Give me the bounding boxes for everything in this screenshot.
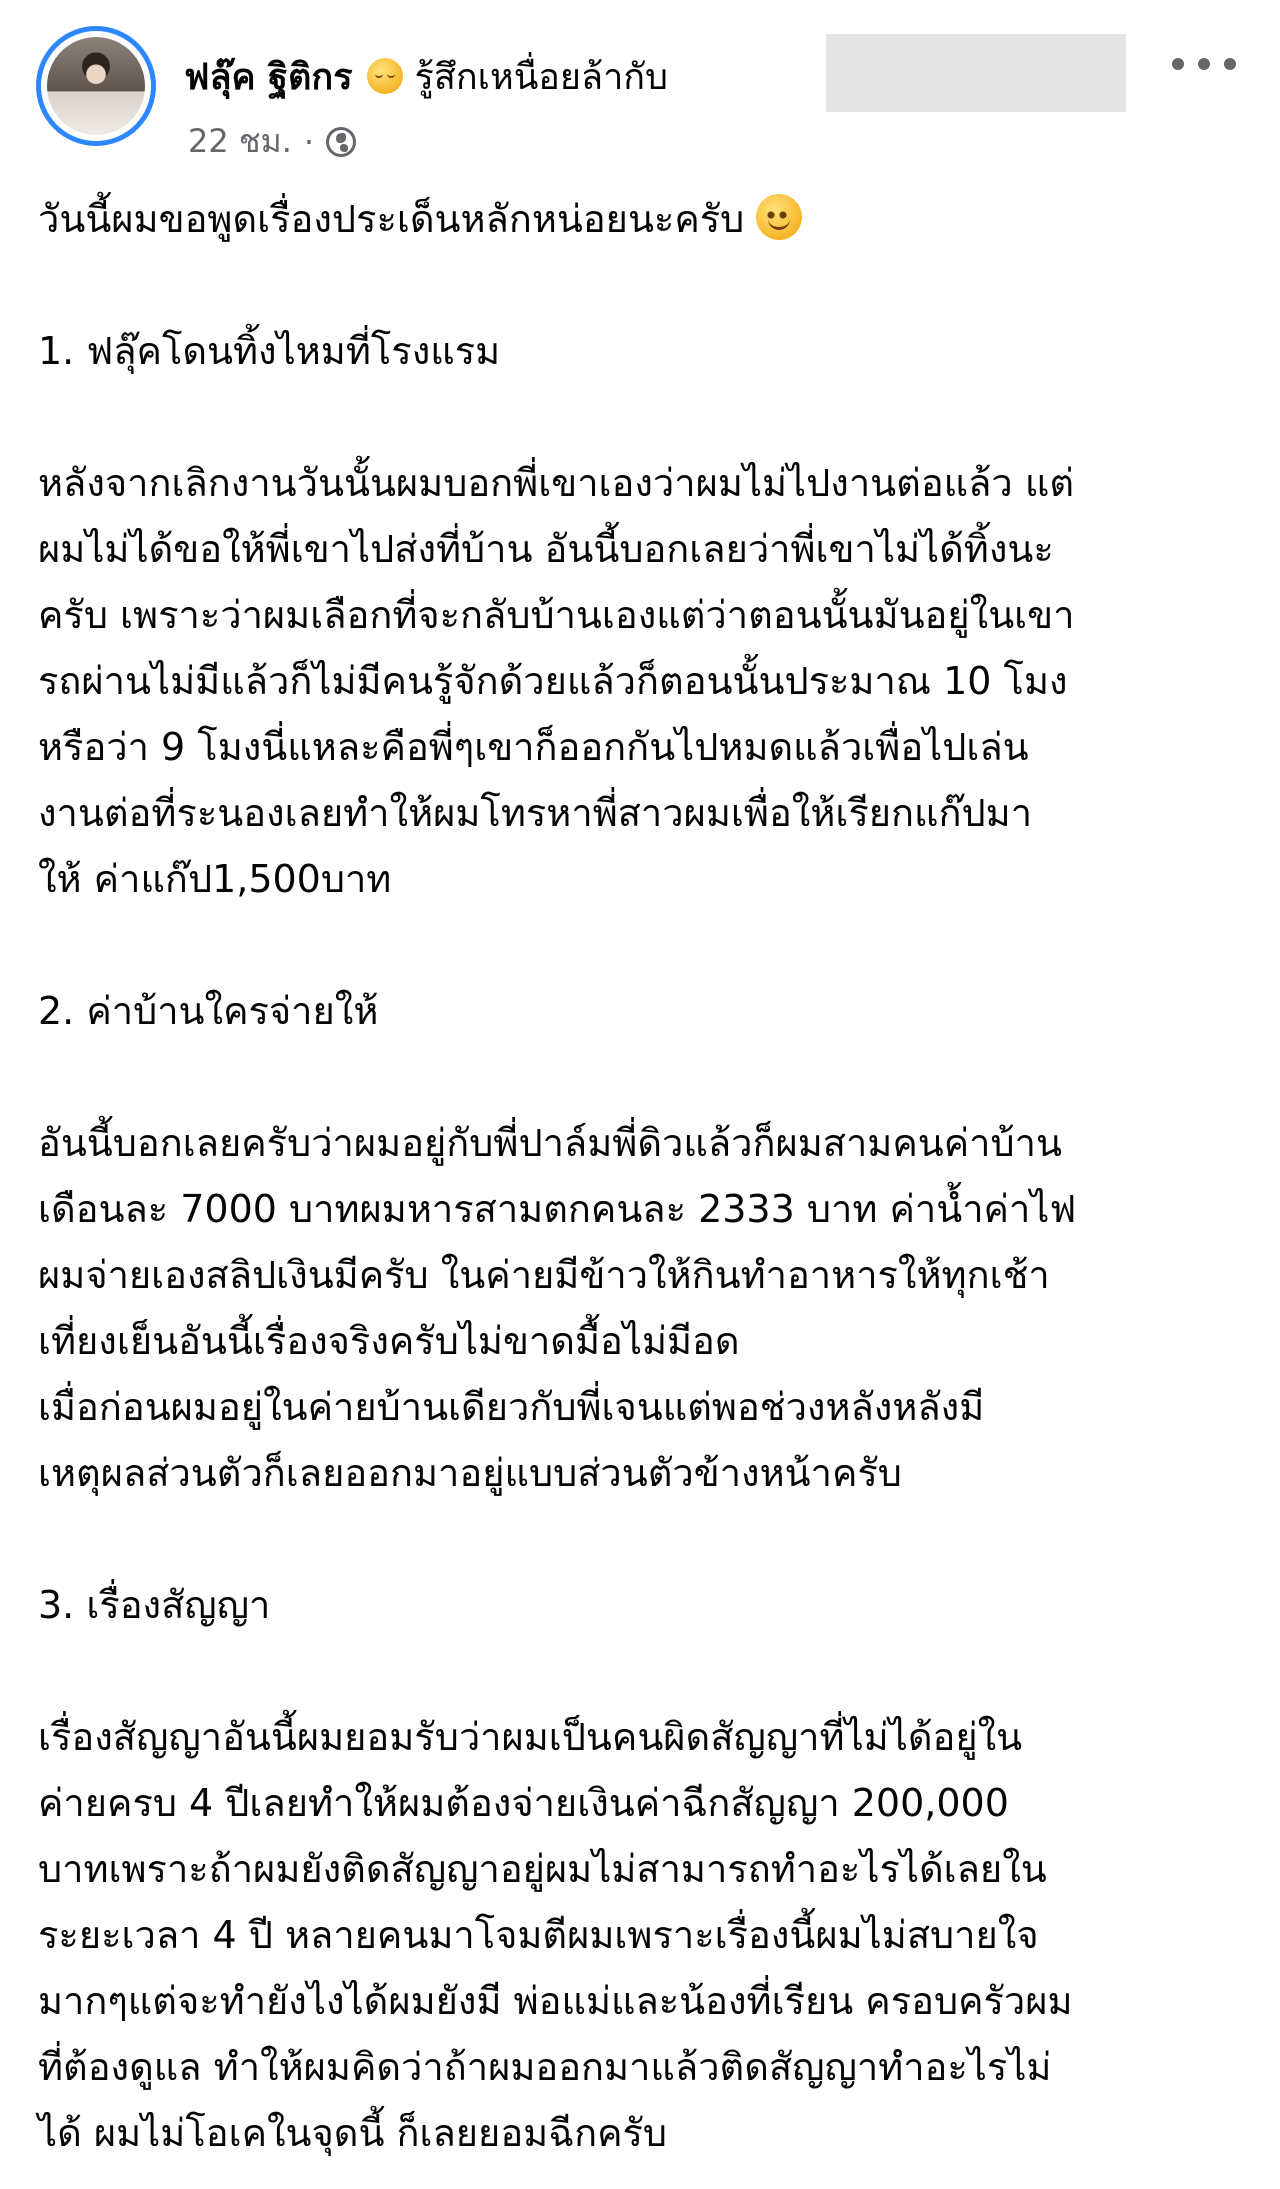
paragraph-line: มากๆแต่จะทำยังไงได้ผมยังมี พ่อแม่และน้องที่เรียน ครอบครัวผม <box>38 1979 1073 2023</box>
pensive-face-icon <box>367 58 403 94</box>
avatar[interactable] <box>36 26 156 146</box>
avatar-photo <box>47 37 145 135</box>
section-heading-3 <box>38 1572 1248 1638</box>
meta-separator: · <box>303 122 315 161</box>
section-heading-2 <box>38 978 1248 1044</box>
heading-text: 2. ค่าบ้านใครจ่ายให้ <box>38 989 379 1033</box>
paragraph-line: ผมจ่ายเองสลิปเงินมีครับ ในค่ายมีข้าวให้กินทำอาหารให้ทุกเช้า <box>38 1253 1050 1297</box>
paragraph-line: ให้ ค่าแก๊ป1,500บาท <box>38 857 392 901</box>
post-body <box>38 186 1248 2166</box>
section-paragraph-3 <box>38 1704 1248 2166</box>
paragraph-line: งานต่อที่ระนองเลยทำให้ผมโทรหาพี่สาวผมเพื่อให้เรียกแก๊ปมา <box>38 791 1033 835</box>
paragraph-line: เมื่อก่อนผมอยู่ในค่ายบ้านเดียวกับพี่เจนแต่พอช่วงหลังหลังมี <box>38 1385 985 1429</box>
post-meta <box>188 116 356 167</box>
paragraph-line: บาทเพราะถ้าผมยังติดสัญญาอยู่ผมไม่สามารถทำอะไรได้เลยใน <box>38 1847 1047 1891</box>
smiling-face-icon <box>756 194 802 240</box>
paragraph-line: ค่ายครบ 4 ปีเลยทำให้ผมต้องจ่ายเงินค่าฉีกสัญญา 200,000 <box>38 1781 1009 1825</box>
paragraph-line: ระยะเวลา 4 ปี หลายคนมาโจมตีผมเพราะเรื่องนี้ผมไม่สบายใจ <box>38 1913 1039 1957</box>
post-header <box>36 26 1246 161</box>
paragraph-line: ครับ เพราะว่าผมเลือกที่จะกลับบ้านเองแต่ว่าตอนนั้นมันอยู่ในเขา <box>38 593 1075 637</box>
section-heading-1 <box>38 318 1248 384</box>
feeling-text: รู้สึกเหนื่อยล้ากับ <box>414 56 668 98</box>
redacted-block <box>826 34 1126 112</box>
paragraph-line: เที่ยงเย็นอันนี้เรื่องจริงครับไม่ขาดมื้อไม่มีอด <box>38 1319 740 1363</box>
globe-icon[interactable] <box>326 127 356 157</box>
paragraph-line: ผมไม่ได้ขอให้พี่เขาไปส่งที่บ้าน อันนี้บอกเลยว่าพี่เขาไม่ได้ทิ้งนะ <box>38 527 1054 571</box>
paragraph-line: เดือนละ 7000 บาทผมหารสามตกคนละ 2333 บาท ค่าน้ำค่าไฟ <box>38 1187 1077 1231</box>
author-line <box>184 46 668 106</box>
paragraph-line: ได้ ผมไม่โอเคในจุดนี้ ก็เลยยอมฉีกครับ <box>38 2111 668 2155</box>
more-options-button[interactable] <box>1172 44 1236 84</box>
more-dot-icon <box>1198 58 1210 70</box>
paragraph-line: หรือว่า 9 โมงนี่แหละคือพี่ๆเขาก็ออกกันไปหมดแล้วเพื่อไปเล่น <box>38 725 1029 769</box>
paragraph-line: อันนี้บอกเลยครับว่าผมอยู่กับพี่ปาล์มพี่ดิวแล้วก็ผมสามคนค่าบ้าน <box>38 1121 1062 1165</box>
section-paragraph-1 <box>38 450 1248 912</box>
section-paragraph-2 <box>38 1110 1248 1506</box>
paragraph-line: ที่ต้องดูแล ทำให้ผมคิดว่าถ้าผมออกมาแล้วติดสัญญาทำอะไรไม่ <box>38 2045 1052 2089</box>
paragraph-line: หลังจากเลิกงานวันนั้นผมบอกพี่เขาเองว่าผมไม่ไปงานต่อแล้ว แต่ <box>38 461 1075 505</box>
heading-text: 1. ฟลุ๊คโดนทิ้งไหมที่โรงแรม <box>38 329 501 373</box>
paragraph-line: เหตุผลส่วนตัวก็เลยออกมาอยู่แบบส่วนตัวข้างหน้าครับ <box>38 1451 902 1495</box>
author-name[interactable]: ฟลุ๊ค ฐิติกร <box>184 56 353 98</box>
post-timestamp[interactable]: 22 ชม. <box>188 122 292 160</box>
heading-text: 3. เรื่องสัญญา <box>38 1583 271 1627</box>
intro-text: วันนี้ผมขอพูดเรื่องประเด็นหลักหน่อยนะครับ <box>38 197 745 241</box>
paragraph-line: รถผ่านไม่มีแล้วก็ไม่มีคนรู้จักด้วยแล้วก็ตอนนั้นประมาณ 10 โมง <box>38 659 1068 703</box>
more-dot-icon <box>1224 58 1236 70</box>
paragraph-line: เรื่องสัญญาอันนี้ผมยอมรับว่าผมเป็นคนผิดสัญญาที่ไม่ได้อยู่ใน <box>38 1715 1023 1759</box>
intro-paragraph <box>38 186 1248 252</box>
more-dot-icon <box>1172 58 1184 70</box>
